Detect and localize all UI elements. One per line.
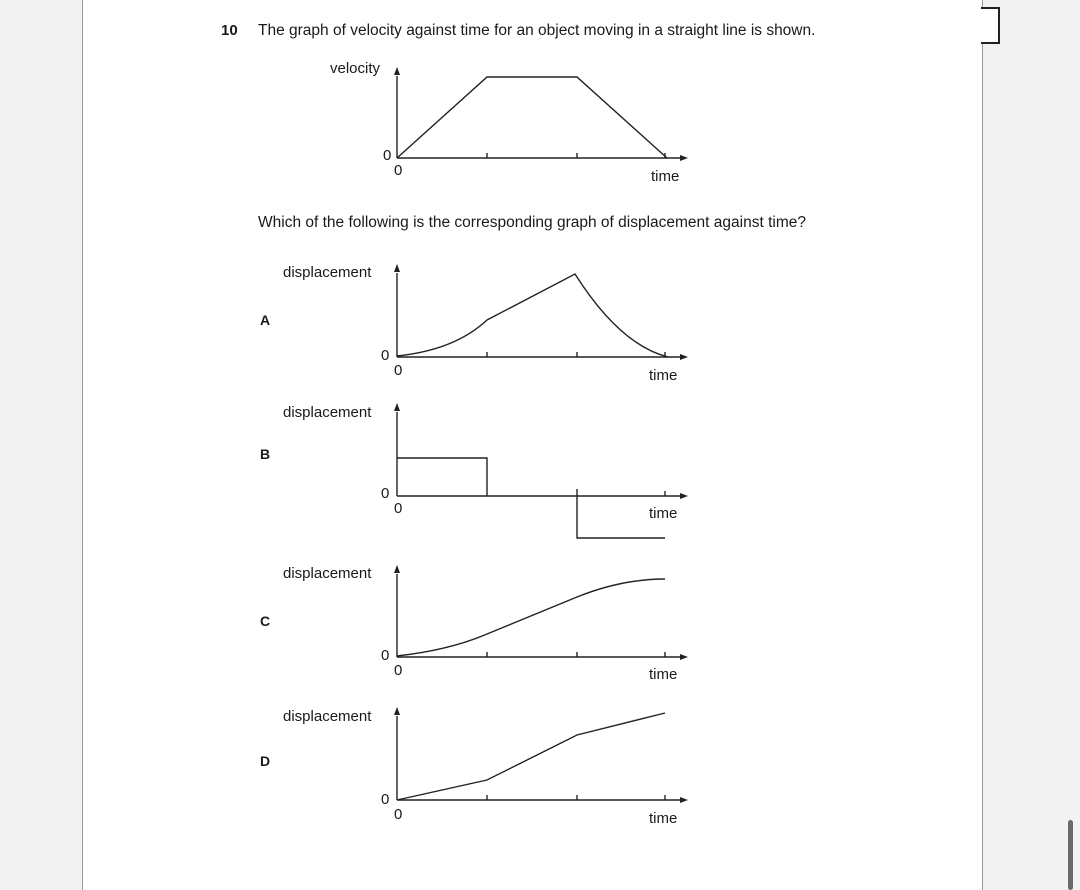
option-d-x-origin: 0 bbox=[394, 806, 403, 823]
option-a-time-label: time bbox=[649, 367, 678, 384]
velocity-x-arrow bbox=[680, 155, 688, 161]
option-d-letter[interactable]: D bbox=[260, 753, 271, 769]
option-c-letter[interactable]: C bbox=[260, 613, 271, 629]
option-a-x-arrow bbox=[680, 354, 688, 360]
option-d-y-arrow bbox=[394, 707, 400, 715]
option-c-time-label: time bbox=[649, 666, 678, 683]
option-d-curve bbox=[397, 713, 665, 800]
option-d-y-label: displacement bbox=[283, 708, 372, 725]
option-b-time-label: time bbox=[649, 505, 678, 522]
option-c-curve bbox=[397, 579, 665, 656]
velocity-curve bbox=[397, 77, 667, 158]
velocity-axis-label: velocity bbox=[330, 60, 381, 77]
option-a-letter[interactable]: A bbox=[260, 312, 271, 328]
option-a-curve bbox=[397, 274, 668, 357]
option-c-x-arrow bbox=[680, 654, 688, 660]
velocity-x-origin: 0 bbox=[394, 162, 403, 179]
question-stem: The graph of velocity against time for an object moving in a straight line is shown. bbox=[258, 22, 816, 39]
option-d-time-label: time bbox=[649, 810, 678, 827]
option-d-x-arrow bbox=[680, 797, 688, 803]
velocity-y-arrow bbox=[394, 67, 400, 75]
question-number: 10 bbox=[221, 22, 238, 39]
option-c-y-label: displacement bbox=[283, 565, 372, 582]
option-c-y-arrow bbox=[394, 565, 400, 573]
velocity-time-label: time bbox=[651, 168, 680, 185]
option-a-y-arrow bbox=[394, 264, 400, 272]
option-a-x-origin: 0 bbox=[394, 362, 403, 379]
option-b-letter[interactable]: B bbox=[260, 446, 271, 462]
option-c-x-origin: 0 bbox=[394, 662, 403, 679]
option-a-y-label: displacement bbox=[283, 264, 372, 281]
option-c-y-origin: 0 bbox=[381, 647, 390, 664]
option-a-y-origin: 0 bbox=[381, 347, 390, 364]
option-b-graph bbox=[394, 403, 688, 538]
option-b-y-arrow bbox=[394, 403, 400, 411]
option-c-graph bbox=[394, 565, 688, 660]
option-b-x-origin: 0 bbox=[394, 500, 403, 517]
velocity-graph bbox=[394, 67, 688, 161]
option-b-y-origin: 0 bbox=[381, 485, 390, 502]
option-b-step-positive bbox=[397, 458, 487, 496]
option-d-y-origin: 0 bbox=[381, 791, 390, 808]
option-d-graph bbox=[394, 707, 688, 803]
option-a-graph bbox=[394, 264, 688, 360]
option-b-x-arrow bbox=[680, 493, 688, 499]
option-b-y-label: displacement bbox=[283, 404, 372, 421]
question-prompt: Which of the following is the corresponding graph of displacement against time? bbox=[258, 214, 806, 231]
velocity-y-origin: 0 bbox=[383, 147, 392, 164]
